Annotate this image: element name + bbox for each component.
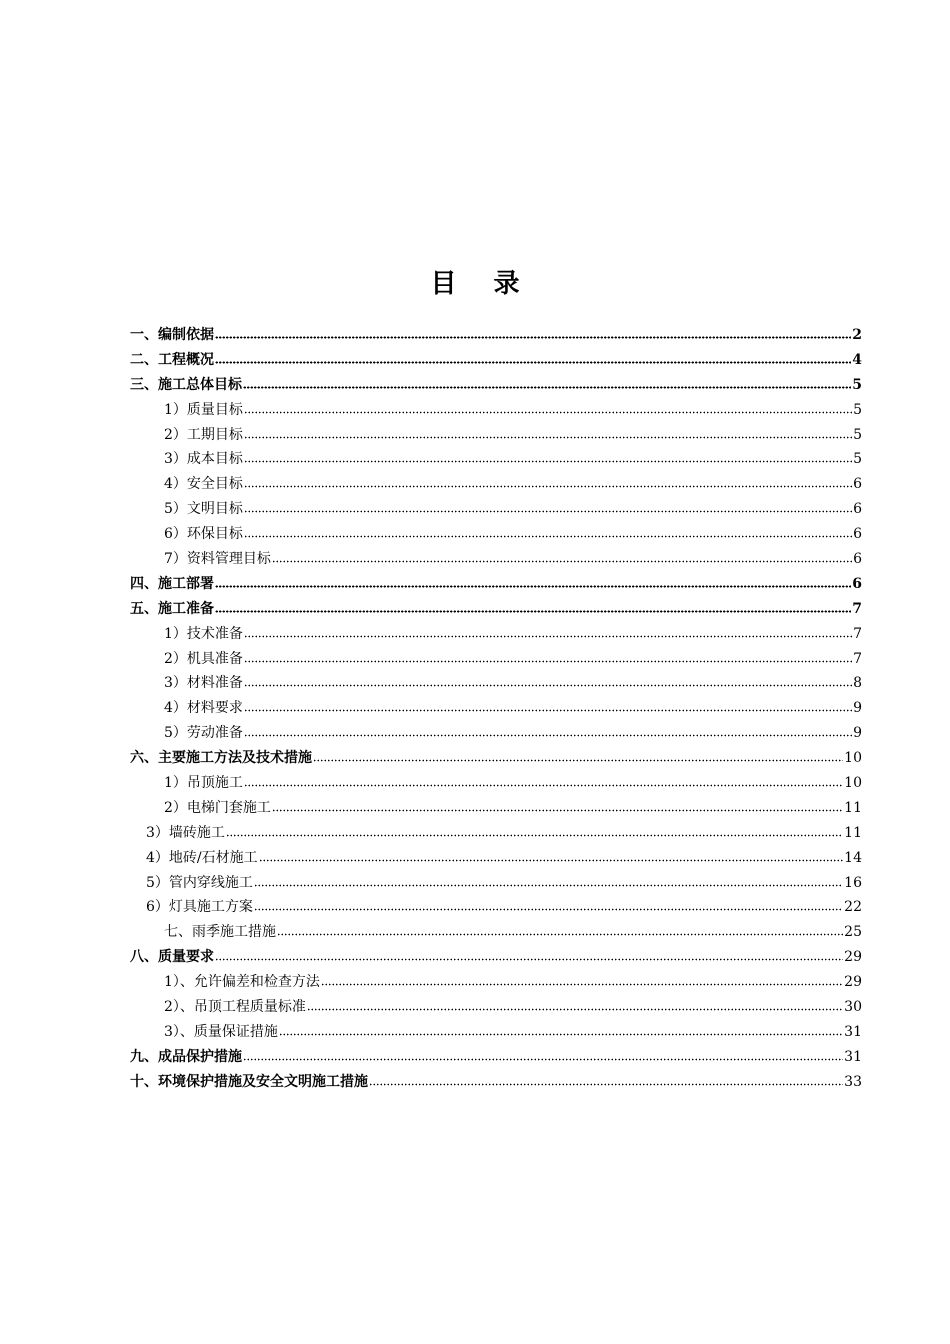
toc-entry[interactable] bbox=[130, 1070, 862, 1095]
toc-entry[interactable] bbox=[130, 846, 862, 871]
toc-entry-label: 五、施工准备 bbox=[130, 600, 214, 617]
toc-entry-label: 一、编制依据 bbox=[130, 327, 214, 343]
toc-dot-leader bbox=[254, 908, 843, 911]
toc-dot-leader bbox=[244, 436, 852, 439]
toc-entry-label: 5）劳动准备 bbox=[164, 725, 243, 742]
toc-entry-page-number: 22 bbox=[844, 899, 862, 916]
toc-dot-leader bbox=[277, 933, 843, 936]
toc-entry-page-number: 8 bbox=[853, 675, 862, 692]
toc-entry-page-number: 31 bbox=[844, 1023, 862, 1040]
toc-entry[interactable] bbox=[130, 522, 862, 547]
toc-entry[interactable] bbox=[130, 572, 862, 597]
toc-entry[interactable] bbox=[130, 995, 862, 1020]
toc-entry-page-number: 5 bbox=[853, 426, 862, 443]
toc-entry-label: 3）成本目标 bbox=[164, 451, 243, 468]
toc-dot-leader bbox=[244, 411, 852, 414]
toc-entry-page-number: 7 bbox=[853, 625, 862, 642]
toc-entry[interactable] bbox=[130, 597, 862, 622]
page-title: 目 录 bbox=[430, 269, 534, 299]
toc-entry-page-number: 6 bbox=[852, 575, 862, 592]
toc-entry-page-number: 6 bbox=[853, 476, 862, 493]
toc-entry-label: 2）机具准备 bbox=[164, 650, 243, 667]
toc-entry[interactable] bbox=[130, 970, 862, 995]
toc-entry[interactable] bbox=[130, 1045, 862, 1070]
toc-entry[interactable] bbox=[130, 547, 862, 572]
toc-dot-leader bbox=[215, 361, 851, 364]
toc-entry[interactable] bbox=[130, 647, 862, 672]
toc-entry-page-number: 9 bbox=[853, 700, 862, 717]
toc-entry-page-number: 11 bbox=[844, 824, 862, 841]
toc-entry-label: 1）技术准备 bbox=[164, 625, 243, 642]
toc-entry[interactable] bbox=[130, 423, 862, 448]
toc-entry-label: 2）工期目标 bbox=[164, 426, 243, 443]
toc-dot-leader bbox=[244, 784, 843, 787]
toc-entry-label: 2）电梯门套施工 bbox=[164, 799, 271, 816]
toc-entry-page-number: 31 bbox=[844, 1048, 862, 1065]
toc-entry-label: 三、施工总体目标 bbox=[130, 376, 242, 393]
toc-entry-page-number: 5 bbox=[853, 451, 862, 468]
toc-entry-page-number: 30 bbox=[844, 999, 862, 1016]
toc-entry-label: 2）、吊顶工程质量标准 bbox=[164, 999, 306, 1016]
toc-dot-leader bbox=[244, 535, 852, 538]
toc-entry-label: 七、雨季施工措施 bbox=[164, 924, 276, 941]
toc-entry-page-number: 16 bbox=[844, 874, 862, 891]
toc-entry-label: 3）、质量保证措施 bbox=[164, 1023, 278, 1040]
toc-entry-label: 1）、允许偏差和检查方法 bbox=[164, 974, 320, 991]
toc-entry-page-number: 11 bbox=[844, 799, 862, 816]
toc-entry-page-number: 2 bbox=[852, 327, 862, 343]
toc-entry[interactable] bbox=[130, 721, 862, 746]
toc-entry-page-number: 10 bbox=[844, 750, 862, 767]
toc-dot-leader bbox=[272, 560, 852, 563]
toc-entry[interactable] bbox=[130, 821, 862, 846]
toc-entry[interactable] bbox=[130, 771, 862, 796]
toc-dot-leader bbox=[279, 1033, 843, 1036]
toc-dot-leader bbox=[244, 460, 852, 463]
toc-entry-label: 5）管内穿线施工 bbox=[146, 874, 253, 891]
toc-entry-label: 4）安全目标 bbox=[164, 476, 243, 493]
toc-entry-page-number: 5 bbox=[852, 376, 862, 393]
toc-dot-leader bbox=[307, 1008, 843, 1011]
toc-entry-page-number: 9 bbox=[853, 725, 862, 742]
toc-dot-leader bbox=[243, 386, 851, 389]
toc-dot-leader bbox=[244, 734, 852, 737]
toc-dot-leader bbox=[215, 958, 843, 961]
toc-entry-label: 四、施工部署 bbox=[130, 575, 214, 592]
toc-dot-leader bbox=[215, 585, 851, 588]
toc-entry[interactable] bbox=[130, 447, 862, 472]
toc-dot-leader bbox=[243, 1058, 843, 1061]
toc-entry[interactable] bbox=[130, 472, 862, 497]
toc-dot-leader bbox=[244, 709, 852, 712]
toc-entry-page-number: 6 bbox=[853, 526, 862, 543]
toc-dot-leader bbox=[226, 834, 843, 837]
toc-entry-label: 4）地砖/石材施工 bbox=[146, 849, 258, 866]
toc-entry[interactable] bbox=[130, 373, 862, 398]
toc-entry-label: 7）资料管理目标 bbox=[164, 551, 271, 568]
toc-dot-leader bbox=[244, 660, 852, 663]
toc-entry[interactable] bbox=[130, 1020, 862, 1045]
toc-dot-leader bbox=[215, 610, 851, 613]
toc-entry-label: 3）墙砖施工 bbox=[146, 824, 225, 841]
toc-entry[interactable] bbox=[130, 323, 862, 348]
toc-dot-leader bbox=[244, 684, 852, 687]
toc-entry-label: 十、环境保护措施及安全文明施工措施 bbox=[130, 1073, 368, 1090]
toc-entry-label: 1）质量目标 bbox=[164, 401, 243, 418]
toc-dot-leader bbox=[215, 336, 851, 339]
toc-entry[interactable] bbox=[130, 895, 862, 920]
toc-entry-label: 九、成品保护措施 bbox=[130, 1048, 242, 1065]
toc-entry[interactable] bbox=[130, 671, 862, 696]
toc-entry-page-number: 25 bbox=[844, 924, 862, 941]
toc-dot-leader bbox=[244, 485, 852, 488]
toc-entry[interactable] bbox=[130, 348, 862, 373]
toc-dot-leader bbox=[369, 1083, 843, 1086]
toc-entry-label: 6）环保目标 bbox=[164, 526, 243, 543]
toc-entry-page-number: 4 bbox=[852, 351, 862, 368]
toc-entry-page-number: 10 bbox=[844, 775, 862, 792]
toc-entry-page-number: 7 bbox=[852, 600, 862, 617]
toc-dot-leader bbox=[321, 983, 843, 986]
toc-entry[interactable] bbox=[130, 920, 862, 945]
toc-dot-leader bbox=[244, 510, 852, 513]
toc-entry-page-number: 29 bbox=[844, 974, 862, 991]
toc-entry-label: 六、主要施工方法及技术措施 bbox=[130, 750, 312, 767]
toc-entry-page-number: 5 bbox=[853, 401, 862, 418]
toc-entry-page-number: 29 bbox=[844, 949, 862, 966]
toc-entry[interactable] bbox=[130, 746, 862, 771]
toc-dot-leader bbox=[313, 759, 843, 762]
toc-entry-label: 5）文明目标 bbox=[164, 501, 243, 518]
toc-entry-page-number: 14 bbox=[844, 849, 862, 866]
toc-entry[interactable] bbox=[130, 796, 862, 821]
toc-entry[interactable] bbox=[130, 497, 862, 522]
toc-entry-label: 4）材料要求 bbox=[164, 700, 243, 717]
toc-entry-page-number: 33 bbox=[844, 1073, 862, 1090]
toc-entry[interactable] bbox=[130, 945, 862, 970]
toc-entry-label: 八、质量要求 bbox=[130, 949, 214, 966]
toc-entry-page-number: 6 bbox=[853, 551, 862, 568]
toc-entry-page-number: 7 bbox=[853, 650, 862, 667]
toc-entry-label: 1）吊顶施工 bbox=[164, 775, 243, 792]
toc-entry[interactable] bbox=[130, 696, 862, 721]
toc-entry-label: 6）灯具施工方案 bbox=[146, 899, 253, 916]
toc-entry[interactable] bbox=[130, 398, 862, 423]
table-of-contents bbox=[130, 323, 862, 1095]
toc-entry-label: 二、工程概况 bbox=[130, 351, 214, 368]
toc-entry[interactable] bbox=[130, 622, 862, 647]
toc-entry-label: 3）材料准备 bbox=[164, 675, 243, 692]
toc-entry[interactable] bbox=[130, 871, 862, 896]
toc-entry-page-number: 6 bbox=[853, 501, 862, 518]
toc-dot-leader bbox=[244, 635, 852, 638]
toc-dot-leader bbox=[254, 884, 843, 887]
toc-dot-leader bbox=[272, 809, 843, 812]
toc-dot-leader bbox=[259, 859, 844, 862]
